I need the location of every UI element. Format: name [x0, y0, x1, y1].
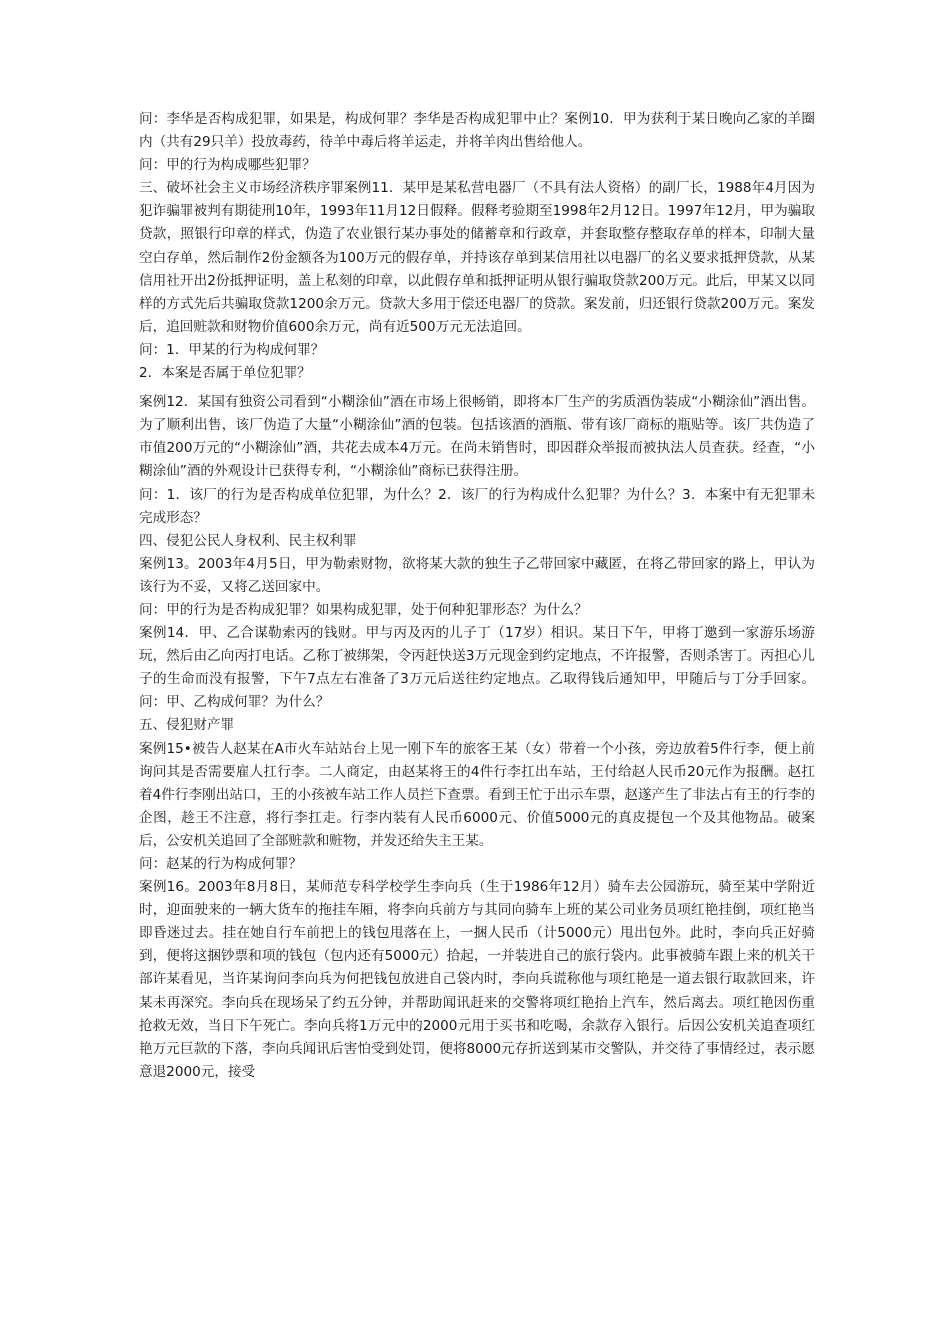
paragraph-case-16: 案例16。2003年8月8日，某师范专科学校学生李向兵（生于1986年12月）骑车去公园游玩，骑至某中学附近时，迎面驶来的一辆大货车的拖挂车厢，将李向兵前方与其同向骑车上班的某公司业务员项红艳挂倒，项红艳当即昏迷过去。挂在她自行车前把上的钱包甩落在上，一捆人民币（计5000元）甩出包外。此时，李向兵正好骑到，便将这捆钞票和项的钱包（包内还有5000元）拾起，一并装进自己的旅行袋内。此事被骑车跟上来的机关干部许某看见，当许某询问李向兵为何把钱包放进自己袋内时，李向兵谎称他与项红艳是一道去银行取款回来，许某未再深究。李向兵在现场呆了约五分钟，并帮助闻讯赶来的交警将项红艳抬上汽车，然后离去。项红艳因伤重抢救无效，当日下午死亡。李向兵将1万元中的2000元用于买书和吃喝，余款存入银行。后因公安机关追查项红艳万元巨款的下落，李向兵闻讯后害怕受到处罚，便将8000元存折送到某市交警队，并交待了事情经过，表示愿意退2000元，接受: [139, 879, 815, 1080]
paragraph-case-13: 案例13。2003年4月5日，甲为勒索财物，欲将某大款的独生子乙带回家中藏匿，在将乙带回家的路上，甲认为该行为不妥，又将乙送回家中。: [139, 555, 815, 595]
paragraph-case-10: 问：李华是否构成犯罪，如果是，构成何罪？李华是否构成犯罪中止？案例10．甲为获利于某日晚向乙家的羊圈内（共有29只羊）投放毒药，待羊中毒后将羊运走，并将羊肉出售给他人。: [139, 111, 815, 151]
document-body: [139, 108, 815, 1084]
paragraph-question-10: 问：甲的行为构成哪些犯罪？: [139, 157, 316, 174]
paragraph-case-12: 案例12．某国有独资公司看到“小糊涂仙”酒在市场上很畅销，即将本厂生产的劣质酒伪装成“小糊涂仙”酒出售。为了顺利出售，该厂伪造了大量“小糊涂仙”酒的包装。包括该酒的酒瓶、带有该厂商标的瓶贴等。该厂共伪造了市值200万元的“小糊涂仙”酒，共花去成本4万元。在尚未销售时，即因群众举报而被执法人员查获。经查，“小糊涂仙”酒的外观设计已获得专利，“小糊涂仙”商标已获得注册。: [139, 394, 815, 480]
paragraph-case-15: 案例15•被告人赵某在A市火车站站台上见一刚下车的旅客王某（女）带着一个小孩，旁边放着5件行李，便上前询问其是否需要雇人扛行李。二人商定，由赵某将王的4件行李扛出车站，王付给赵人民币20元作为报酬。赵扛着4件行李刚出站口，王的小孩被车站工作人员拦下查票。看到王忙于出示车票，赵遂产生了非法占有王的行李的企图，趁王不注意，将行李扛走。行李内装有人民币6000元、价值5000元的真皮提包一个及其他物品。破案后，公安机关追回了全部赃款和赃物，并发还给失主王某。: [139, 740, 815, 849]
paragraph-question-11-2: 2．本案是否属于单位犯罪？: [139, 365, 311, 382]
paragraph-question-13: 问：甲的行为是否构成犯罪？如果构成犯罪，处于何种犯罪形态？为什么？: [139, 601, 588, 618]
paragraph-question-12: 问：1．该厂的行为是否构成单位犯罪，为什么？2．该厂的行为构成什么犯罪？为什么？3．本案中有无犯罪未完成形态？: [139, 486, 815, 526]
section-heading-5: 五、侵犯财产罪: [139, 717, 235, 734]
paragraph-case-11: 三、破坏社会主义市场经济秩序罪案例11．某甲是某私营电器厂（不具有法人资格）的副厂长，1988年4月因为犯诈骗罪被判有期徒刑10年，1993年11月12日假释。假释考验期至1998年2月12日。1997年12月，甲为骗取贷款，照银行印章的样式，伪造了农业银行某办事处的储蓄章和行政章，并套取整存整取存单的样本，印制大量空白存单，然后制作2份金额各为100万元的假存单，并持该存单到某信用社以电器厂的名义要求抵押贷款，从某信用社开出2份抵押证明，盖上私刻的印章，以此假存单和抵押证明从银行骗取贷款200万元。此后，甲某又以同样的方式先后共骗取贷款1200余万元。贷款大多用于偿还电器厂的贷款。案发前，归还银行贷款200万元。案发后，追回赃款和财物价值600余万元，尚有近500万元无法追回。: [139, 180, 815, 335]
section-heading-4: 四、侵犯公民人身权利、民主权利罪: [139, 532, 357, 549]
paragraph-question-11-1: 问：1．甲某的行为构成何罪？: [139, 341, 325, 358]
paragraph-case-14: 案例14．甲、乙合谋勒索丙的钱财。甲与丙及丙的儿子丁（17岁）相识。某日下午，甲将丁邀到一家游乐场游玩，然后由乙向丙打电话。乙称丁被绑架，令丙赶快送3万元现金到约定地点，不许报警，否则杀害丁。丙担心儿子的生命而没有报警，下午7点左右准备了3万元后送往约定地点。乙取得钱后通知甲，甲随后与丁分手回家。问：甲、乙构成何罪？为什么？: [139, 625, 815, 711]
paragraph-question-15: 问：赵某的行为构成何罪？: [139, 856, 303, 872]
